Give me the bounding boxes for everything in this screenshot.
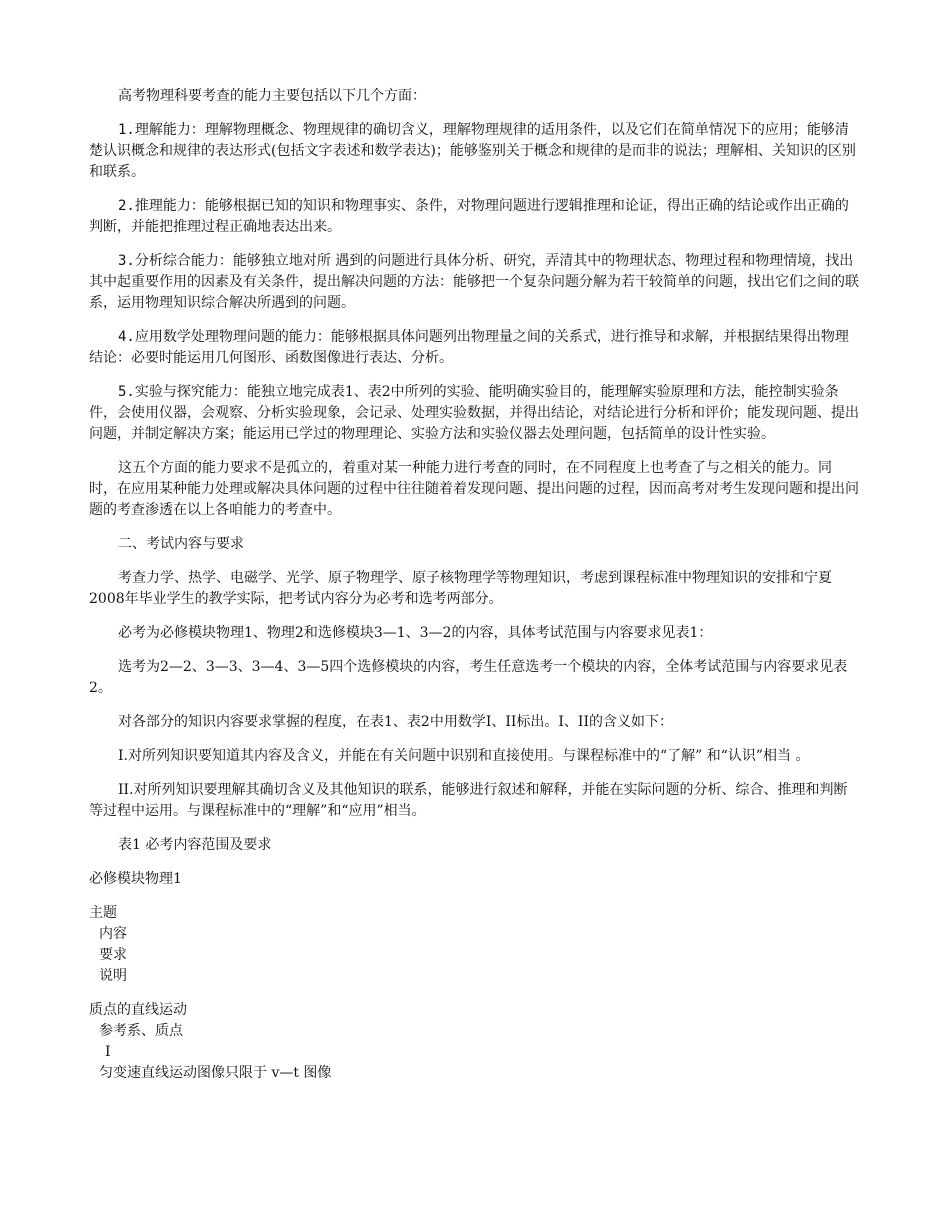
header-topic: 主题 — [89, 905, 117, 921]
header-requirement: 要求 — [99, 947, 127, 963]
levels-paragraph: 对各部分的知识内容要求掌握的程度，在表1、表2中用数学I、II标出。I、II的含义如下： — [118, 714, 673, 730]
ability-3-num: 3. — [118, 253, 135, 269]
section-2-title: 二、考试内容与要求 — [118, 536, 244, 552]
row-note: 匀变速直线运动图像只限于 v—t 图像 — [99, 1065, 332, 1081]
elective-paragraph: 选考为2—2、3—3、3—4、3—5四个选修模块的内容，考生任意选考一个模块的内容，全体考试范围与内容要求见表2。 — [89, 659, 848, 696]
intro-paragraph: 高考物理科要考查的能力主要包括以下几个方面： — [118, 88, 426, 104]
header-note: 说明 — [99, 968, 127, 984]
ability-2-text: 推理能力：能够根据已知的知识和物理事实、条件，对物理问题进行逻辑推理和论证，得出正确的结论或作出正确的判断，并能把推理过程正确地表达出来。 — [89, 198, 849, 235]
ability-5-text: 实验与探究能力：能独立地完成表1、表2中所列的实验、能明确实验目的，能理解实验原理和方法，能控制实验条件，会使用仪器，会观察、分析实验现象，会记录、处理实验数据，并得出结论，对结论进行分析和评价；能发现问题、提出问题，并制定解决方案；能运用已学过的物理理论、实验方法和实验仪器去处理问题，包括简单的设计性实验。 — [89, 384, 859, 442]
ability-5 — [89, 382, 859, 445]
required-paragraph: 必考为必修模块物理1、物理2和选修模块3—1、3—2的内容，具体考试范围与内容要求见表1： — [118, 625, 713, 641]
ability-1-num: 1. — [118, 122, 135, 138]
table-row — [89, 1000, 859, 1084]
ability-5-num: 5. — [118, 384, 135, 400]
ability-3-text: 分析综合能力：能够独立地对所 遇到的问题进行具体分析、研究，弄清其中的物理状态、物理过程和物理情境，找出其中起重要作用的因素及有关条件，提出解决问题的方法：能够把一个复杂问题分解为若干较简单的问题，找出它们之间的联系，运用物理知识综合解决所遇到的问题。 — [89, 253, 859, 311]
table-header — [89, 903, 859, 987]
summary-paragraph: 这五个方面的能力要求不是孤立的，着重对某一种能力进行考查的同时，在不同程度上也考查了与之相关的能力。同时，在应用某种能力处理或解决具体问题的过程中往往随着着发现问题、提出问题的过程，因而高考对考生发现问题和提出问题的考查渗透在以上各咱能力的考查中。 — [89, 460, 859, 518]
header-content: 内容 — [99, 926, 127, 942]
table-title: 表1 必考内容范围及要求 — [118, 837, 272, 853]
level-2-definition: II.对所列知识要理解其确切含义及其他知识的联系，能够进行叙述和解释，并能在实际问题的分析、综合、推理和判断等过程中运用。与课程标准中的“理解”和“应用”相当。 — [89, 782, 848, 819]
row-content: 参考系、质点 — [99, 1023, 183, 1039]
ability-1 — [89, 120, 859, 183]
content-paragraph: 考查力学、热学、电磁学、光学、原子物理学、原子核物理学等物理知识，考虑到课程标准中物理知识的安排和宁夏2008年毕业学生的教学实际，把考试内容分为必考和选考两部分。 — [89, 570, 832, 607]
ability-3 — [89, 251, 859, 314]
ability-4-text: 应用数学处理物理问题的能力：能够根据具体问题列出物理量之间的关系式，进行推导和求解，并根据结果得出物理结论：必要时能运用几何图形、函数图像进行表达、分析。 — [89, 329, 849, 366]
ability-4-num: 4. — [118, 329, 135, 345]
ability-2 — [89, 196, 859, 238]
ability-4 — [89, 327, 859, 369]
document-page — [89, 86, 859, 1084]
level-1-definition: I.对所列知识要知道其内容及含义，并能在有关问题中识别和直接使用。与课程标准中的“了解” 和“认识”相当 。 — [118, 748, 810, 764]
ability-1-text: 理解能力：理解物理概念、物理规律的确切含义，理解物理规律的适用条件，以及它们在简单情况下的应用；能够清楚认识概念和规律的表达形式(包括文字表述和数学表达)；能够鉴别关于概念和规律的是而非的说法；理解相、关知识的区别和联系。 — [89, 122, 856, 180]
module-title: 必修模块物理1 — [89, 871, 182, 887]
ability-2-num: 2. — [118, 198, 135, 214]
row-requirement: Ⅰ — [105, 1044, 111, 1060]
row-topic: 质点的直线运动 — [89, 1002, 187, 1018]
